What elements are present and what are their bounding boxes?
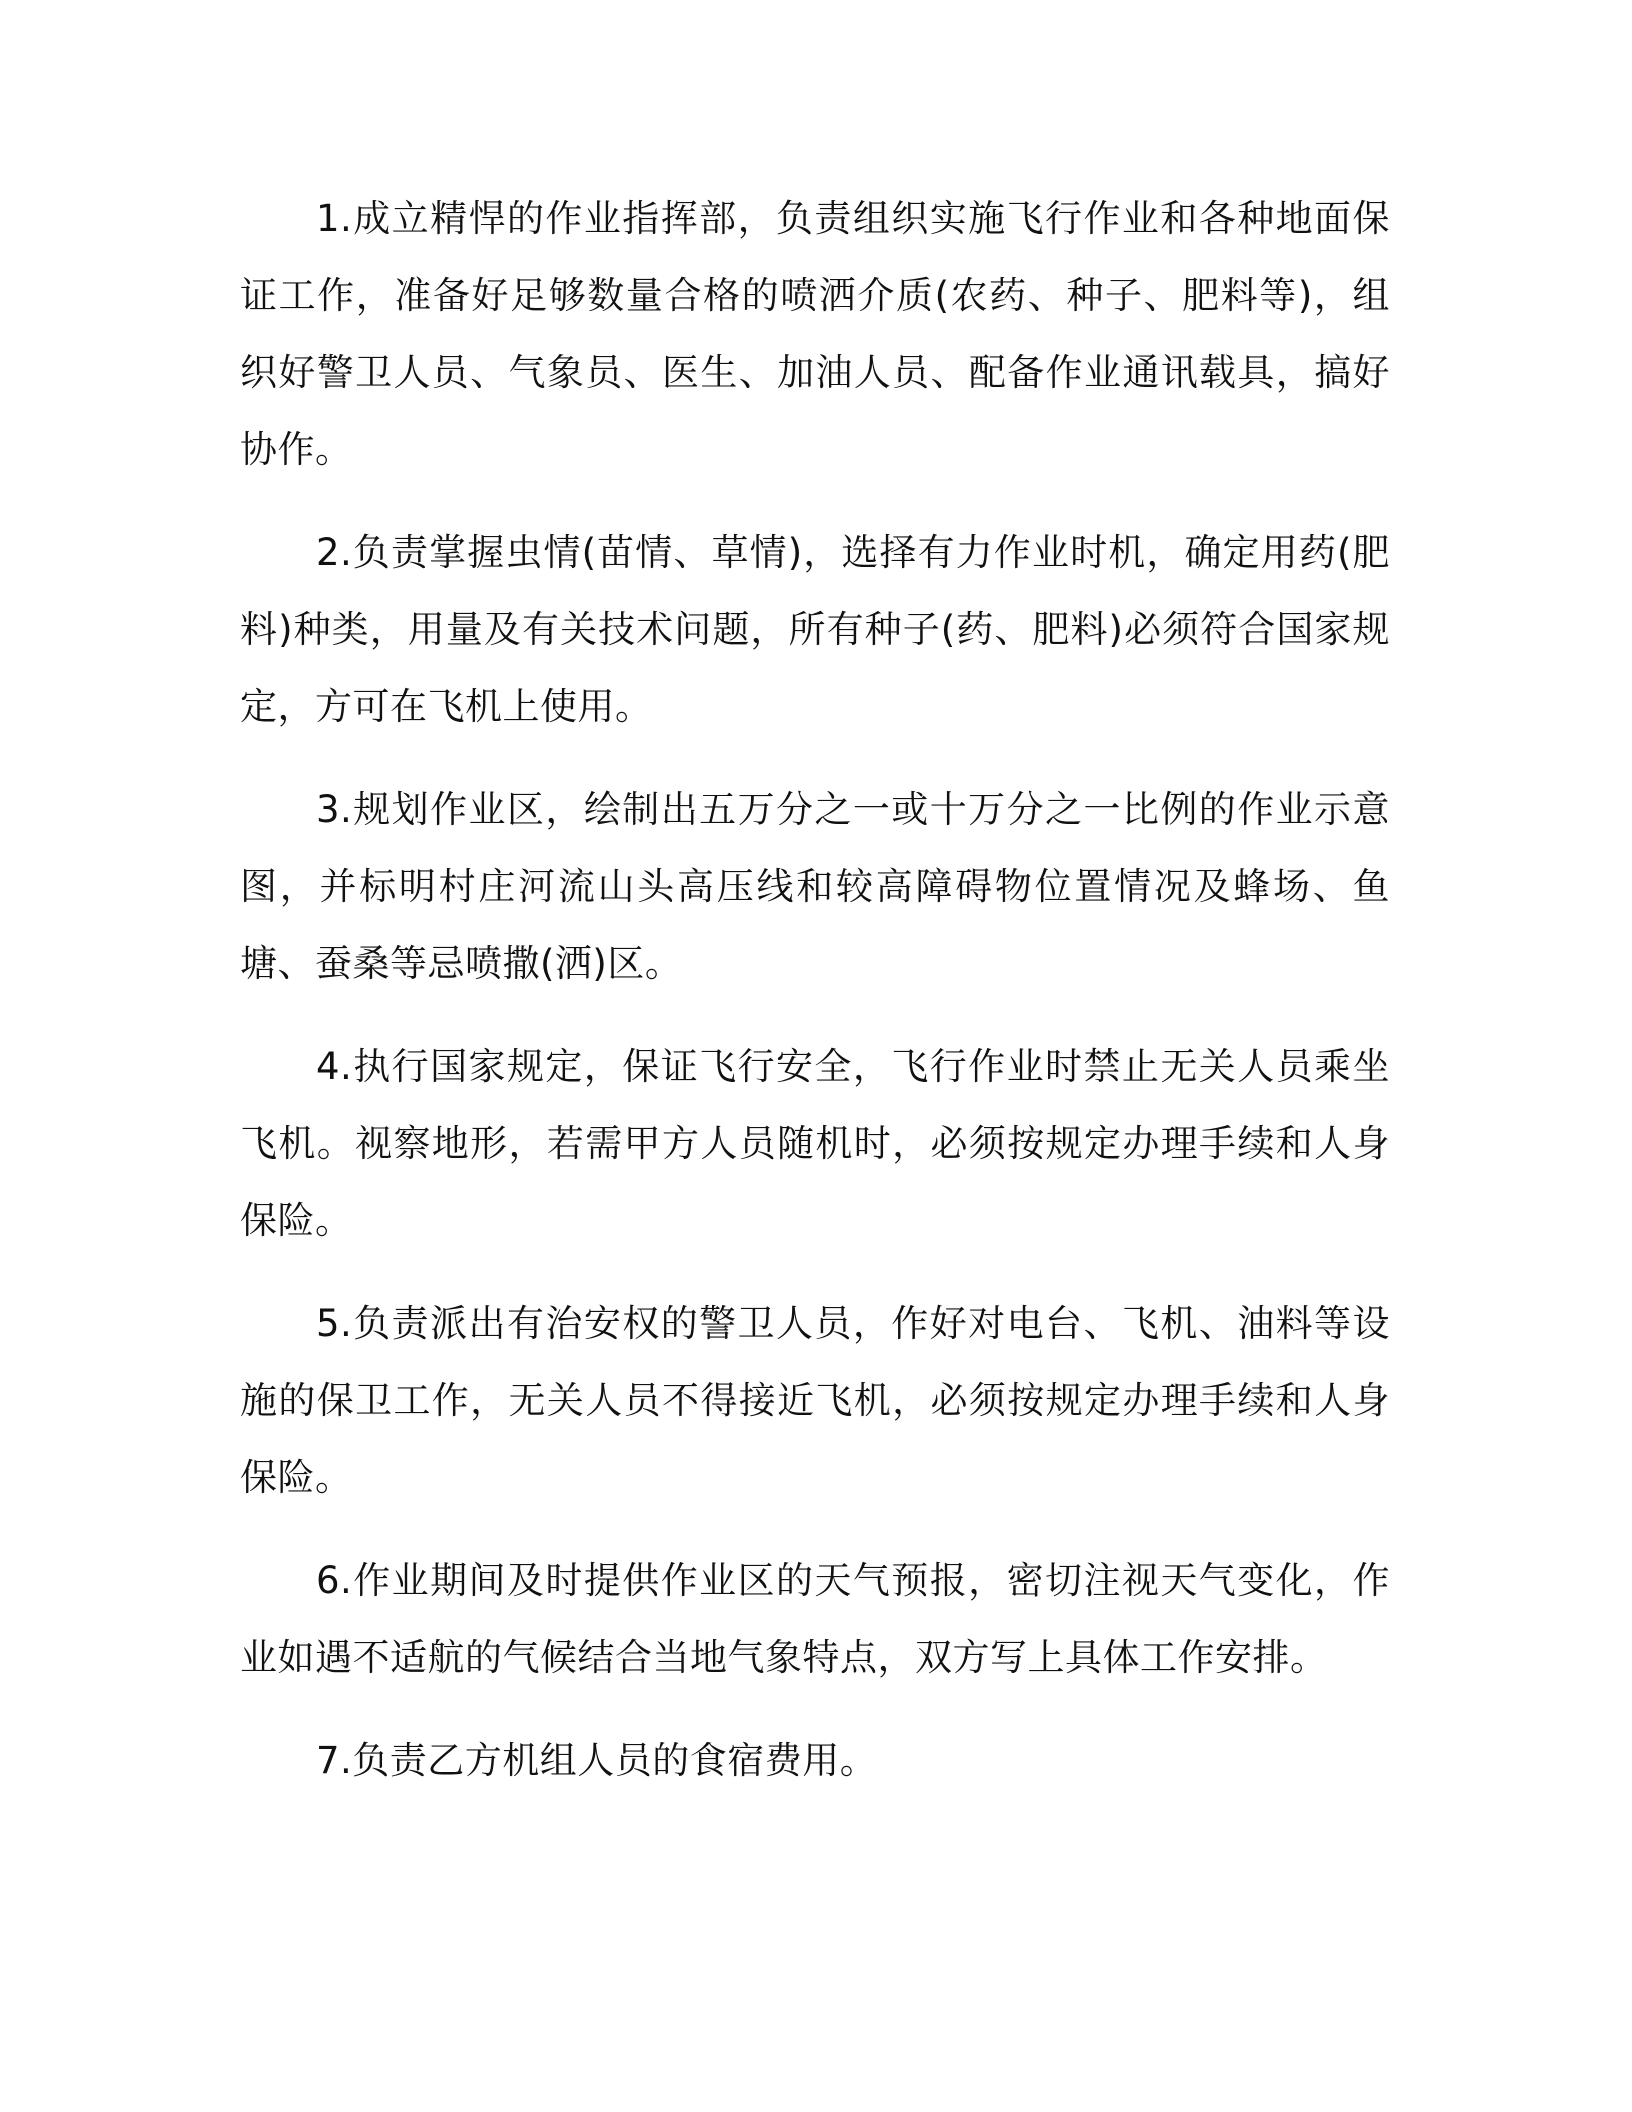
paragraph-4: 4.执行国家规定，保证飞行安全，飞行作业时禁止无关人员乘坐飞机。视察地形，若需甲方人员随机时，必须按规定办理手续和人身保险。 [240,1045,1390,1242]
paragraph-6: 6.作业期间及时提供作业区的天气预报，密切注视天气变化，作业如遇不适航的气候结合当地气象特点，双方写上具体工作安排。 [240,1559,1390,1679]
paragraph-3: 3.规划作业区，绘制出五万分之一或十万分之一比例的作业示意图，并标明村庄河流山头高压线和较高障碍物位置情况及蜂场、鱼塘、蚕桑等忌喷撒(洒)区。 [240,788,1390,985]
document-body [240,180,1390,1825]
paragraph-1: 1.成立精悍的作业指挥部，负责组织实施飞行作业和各种地面保证工作，准备好足够数量合格的喷洒介质(农药、种子、肥料等)，组织好警卫人员、气象员、医生、加油人员、配备作业通讯载具，搞好协作。 [240,197,1390,471]
paragraph-2: 2.负责掌握虫情(苗情、草情)，选择有力作业时机，确定用药(肥料)种类，用量及有关技术问题，所有种子(药、肥料)必须符合国家规定，方可在飞机上使用。 [240,531,1390,728]
paragraph-5: 5.负责派出有治安权的警卫人员，作好对电台、飞机、油料等设施的保卫工作，无关人员不得接近飞机，必须按规定办理手续和人身保险。 [240,1302,1390,1499]
paragraph-7: 7.负责乙方机组人员的食宿费用。 [316,1739,878,1782]
